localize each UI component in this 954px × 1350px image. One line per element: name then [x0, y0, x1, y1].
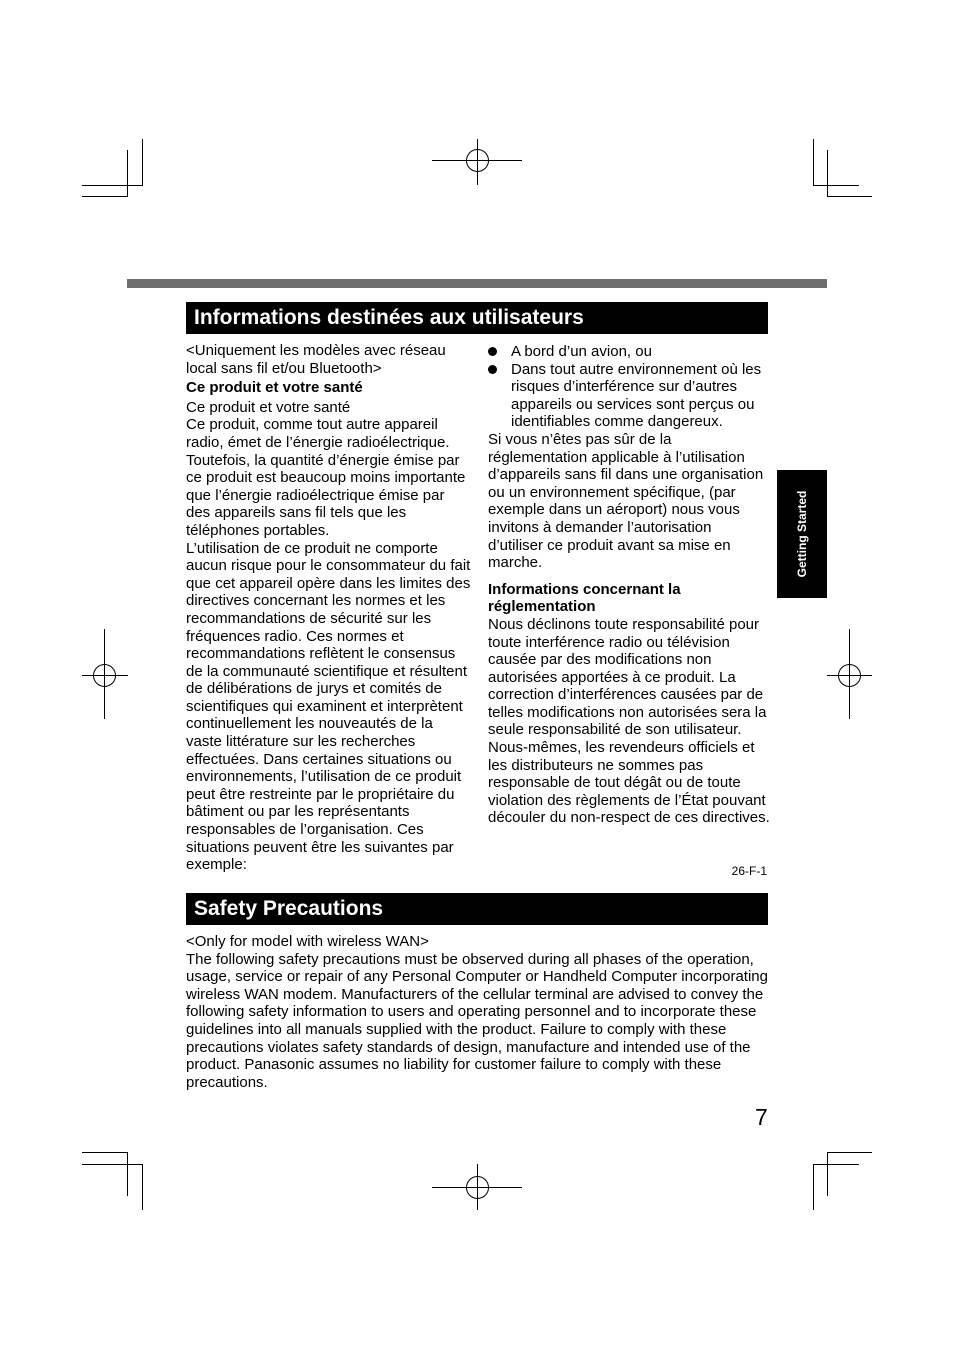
- section-heading-safety: Safety Precautions: [186, 893, 768, 925]
- intro-line-2: local sans fil et/ou Bluetooth>: [186, 359, 382, 377]
- intro-line-1: <Uniquement les modèles avec réseau: [186, 342, 446, 359]
- right-column: [488, 343, 770, 827]
- section-heading-fr: Informations destinées aux utilisateurs: [186, 302, 768, 334]
- subheading-regulation: Informations concernant la réglementation: [488, 580, 681, 616]
- top-rule-bar: [127, 279, 827, 288]
- paragraph: Ce produit, comme tout autre appareil radio, émet de l’énergie radioélectrique. Toutefois, la quantité d’énergie émise par ce produit est beaucoup moins importante que l’énergie radioélectrique émise par des appareils sans fil tels que les téléphones portables.: [186, 416, 466, 539]
- safety-body: [186, 933, 771, 1091]
- paragraph: Si vous n’êtes pas sûr de la réglementation applicable à l’utilisation d’appareils sans fil dans une organisation ou un environnement spécifique, (par exemple dans un aéroport) nous vous invitons à demander l’autorisation d’utiliser ce produit avant sa mise en marche.: [488, 430, 764, 572]
- page-number: 7: [755, 1104, 768, 1130]
- list-item: A bord d’un avion, ou: [488, 343, 770, 361]
- side-tab-label: Getting Started: [795, 490, 809, 578]
- list-item: Dans tout autre environnement où les risques d’interférence sur d’autres appareils ou services sont perçus ou identifiables comme dangereux.: [488, 361, 770, 431]
- side-tab: [777, 470, 827, 598]
- paragraph: Ce produit et votre santé: [186, 398, 351, 416]
- paragraph: Nous déclinons toute responsabilité pour toute interférence radio ou télévision causée par des modifications non autorisées apportées à ce produit. La correction d’interférences causées par de telles modifications non autorisées sera la seule responsabilité de son utilisateur. Nous-mêmes, les revendeurs officiels et les distributeurs ne sommes pas responsable de tout dégât ou de toute violation des règlements de l’État pouvant découler du non-respect de ces directives.: [488, 615, 770, 827]
- subheading-health: Ce produit et votre santé: [186, 379, 363, 397]
- left-column: [186, 342, 471, 874]
- paragraph: L’utilisation de ce produit ne comporte aucun risque pour le consommateur du fait que cet appareil opère dans les limites des directives concernant les normes et les recommandations de sécurité sur les fréquences radio. Ces normes et recommandations reflètent le consensus de la communauté scientifique et résultent de délibérations de jurys et comités de scientifiques qui examinent et interprètent continuellement les nouveautés de la vaste littérature sur les recherches effectuées. Dans certaines situations ou environnements, l’utilisation de ce produit peut être restreinte par le propriétaire du bâtiment ou par les représentants responsables de l’organisation. Ces situations peuvent être les suivantes par exemple:: [186, 539, 471, 874]
- bullet-icon: [488, 347, 497, 356]
- bullet-icon: [488, 365, 497, 374]
- safety-intro: <Only for model with wireless WAN>: [186, 933, 429, 950]
- bullet-list: [488, 343, 770, 431]
- paragraph: The following safety precautions must be observed during all phases of the operation, usage, service or repair of any Personal Computer or Handheld Computer incorporating wireless WAN modem. Manufacturers of the cellular terminal are advised to convey the following safety information to users and operating personnel and to incorporate these guidelines into all manuals supplied with the product. Failure to comply with these precautions violates safety standards of design, manufacture and intended use of the product. Panasonic assumes no liability for customer failure to comply with these precautions.: [186, 950, 768, 1091]
- regulation-code: 26-F-1: [731, 864, 767, 878]
